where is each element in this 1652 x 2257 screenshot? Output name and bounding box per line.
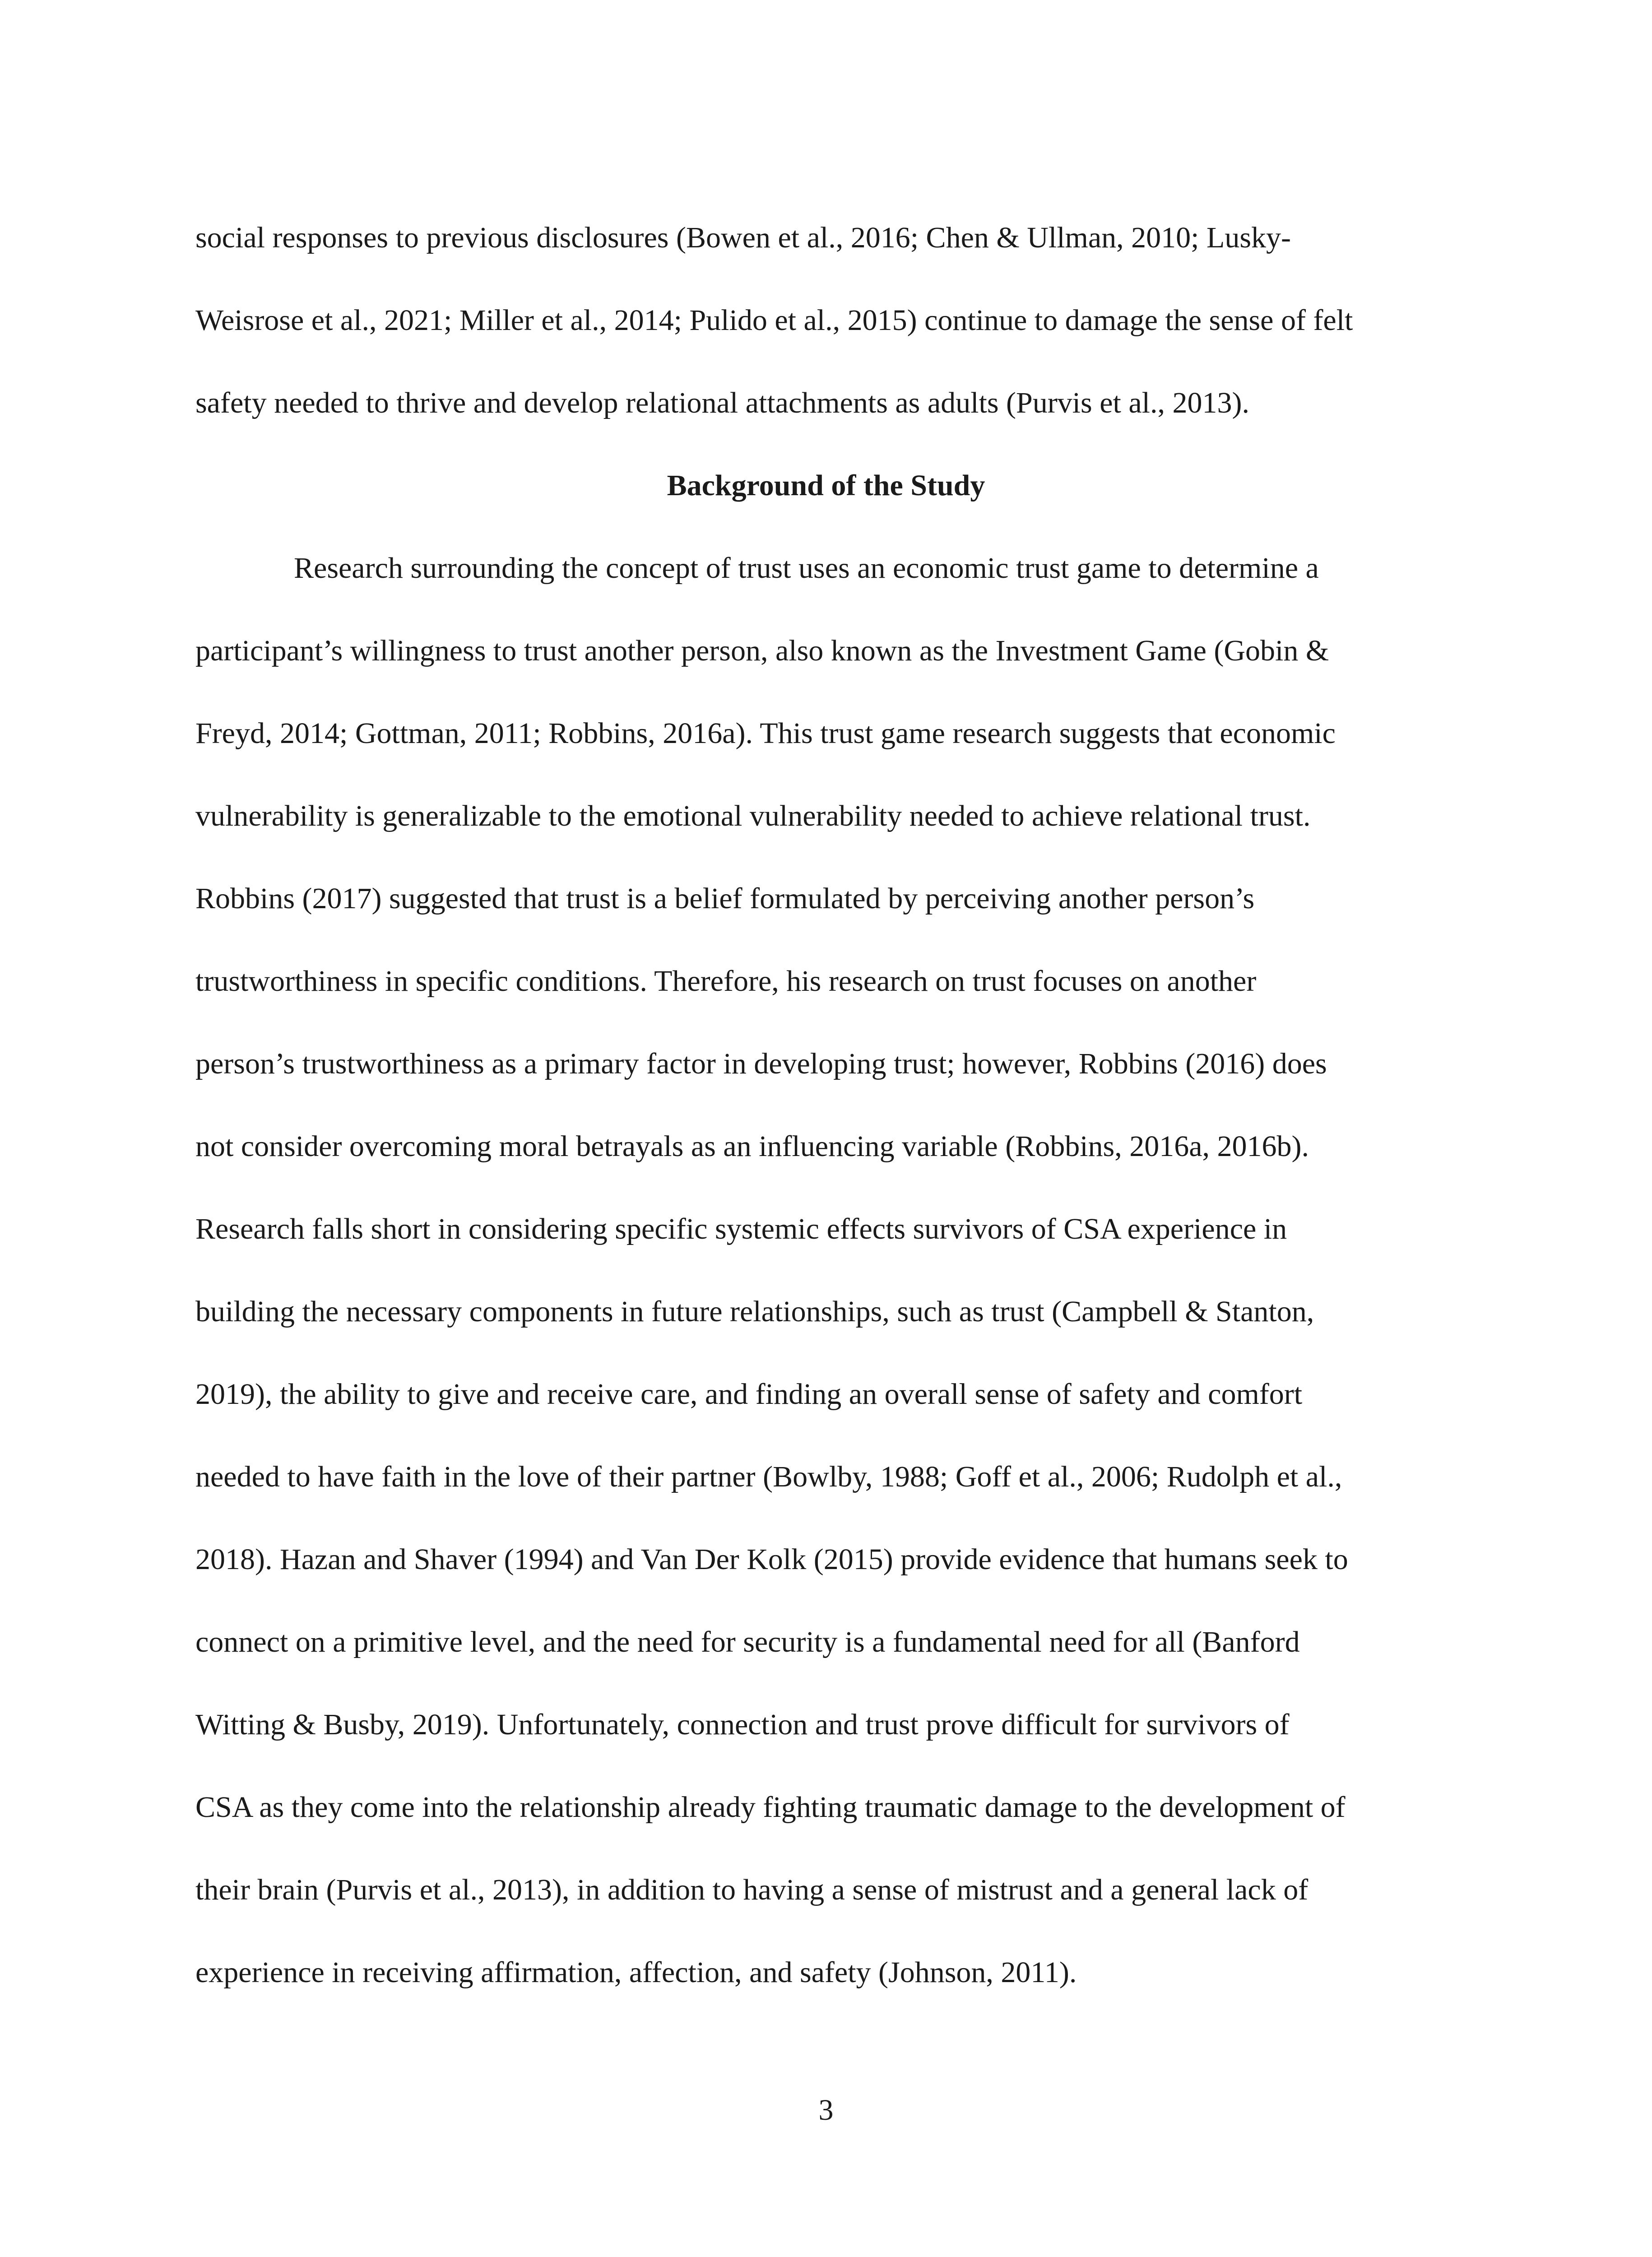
text-line: Freyd, 2014; Gottman, 2011; Robbins, 2016a). This trust game research suggests that economic bbox=[195, 717, 1336, 750]
text-line: Witting & Busby, 2019). Unfortunately, connection and trust prove difficult for survivors of bbox=[195, 1708, 1290, 1741]
text-line: safety needed to thrive and develop relational attachments as adults (Purvis et al., 2013). bbox=[195, 386, 1249, 419]
text-line: Weisrose et al., 2021; Miller et al., 2014; Pulido et al., 2015) continue to damage the sense of felt bbox=[195, 304, 1353, 337]
text-line: experience in receiving affirmation, affection, and safety (Johnson, 2011). bbox=[195, 1956, 1077, 1989]
text-line: not consider overcoming moral betrayals as an influencing variable (Robbins, 2016a, 2016b). bbox=[195, 1130, 1309, 1163]
section-heading: Background of the Study bbox=[667, 469, 985, 502]
text-line: needed to have faith in the love of their partner (Bowlby, 1988; Goff et al., 2006; Rudolph et al., bbox=[195, 1460, 1342, 1493]
text-line: trustworthiness in specific conditions. Therefore, his research on trust focuses on another bbox=[195, 965, 1257, 998]
text-line: 2019), the ability to give and receive care, and finding an overall sense of safety and comfort bbox=[195, 1378, 1303, 1411]
text-line: Research surrounding the concept of trust uses an economic trust game to determine a bbox=[294, 552, 1319, 585]
background-paragraph bbox=[195, 527, 1459, 2014]
text-line: social responses to previous disclosures (Bowen et al., 2016; Chen & Ullman, 2010; Lusky- bbox=[195, 221, 1291, 254]
continued-paragraph bbox=[195, 196, 1459, 444]
text-line: connect on a primitive level, and the need for security is a fundamental need for all (Banford bbox=[195, 1625, 1300, 1658]
text-line: Research falls short in considering specific systemic effects survivors of CSA experience in bbox=[195, 1212, 1287, 1245]
page-number: 3 bbox=[818, 2094, 834, 2127]
text-line: CSA as they come into the relationship already fighting traumatic damage to the development of bbox=[195, 1791, 1346, 1824]
text-line: their brain (Purvis et al., 2013), in addition to having a sense of mistrust and a general lack of bbox=[195, 1873, 1309, 1906]
text-line: vulnerability is generalizable to the emotional vulnerability needed to achieve relational trust. bbox=[195, 799, 1311, 832]
text-line: building the necessary components in future relationships, such as trust (Campbell & Stanton, bbox=[195, 1295, 1314, 1328]
text-line: participant’s willingness to trust another person, also known as the Investment Game (Gobin & bbox=[195, 634, 1329, 667]
text-line: 2018). Hazan and Shaver (1994) and Van Der Kolk (2015) provide evidence that humans seek to bbox=[195, 1543, 1348, 1576]
text-line: person’s trustworthiness as a primary factor in developing trust; however, Robbins (2016) does bbox=[195, 1047, 1327, 1080]
text-line: Robbins (2017) suggested that trust is a belief formulated by perceiving another person’s bbox=[195, 882, 1255, 915]
